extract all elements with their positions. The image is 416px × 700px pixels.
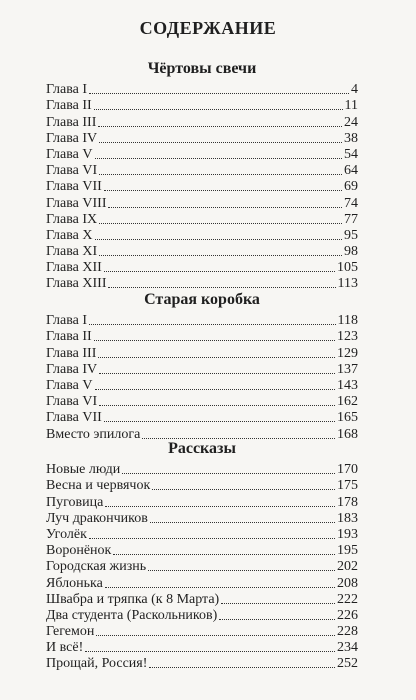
dot-leader — [105, 506, 335, 507]
entry-label: Два студента (Раскольников) — [46, 607, 218, 623]
dot-leader — [152, 489, 335, 490]
toc-entry — [46, 410, 358, 426]
entry-label: Глава II — [46, 98, 92, 114]
entry-page-number: 183 — [337, 510, 358, 526]
entry-label: Гегемон — [46, 624, 95, 640]
entry-page-number: 137 — [337, 361, 358, 377]
toc-entry — [46, 592, 358, 608]
entry-page-number: 143 — [337, 377, 358, 393]
dot-leader — [99, 142, 342, 143]
dot-leader — [96, 635, 335, 636]
dot-leader — [89, 324, 335, 325]
toc-entry — [46, 478, 358, 494]
dot-leader — [142, 438, 335, 439]
dot-leader — [221, 603, 335, 604]
dot-leader — [104, 271, 335, 272]
dot-leader — [108, 287, 335, 288]
dot-leader — [99, 373, 335, 374]
entry-page-number: 113 — [337, 276, 358, 292]
dot-leader — [149, 667, 335, 668]
dot-leader — [95, 389, 336, 390]
entry-label: Глава VII — [46, 410, 102, 426]
entry-page-number: 234 — [337, 640, 358, 656]
toc-entry — [46, 244, 358, 260]
dot-leader — [89, 93, 349, 94]
entry-label: Глава VII — [46, 179, 102, 195]
entry-page-number: 54 — [344, 146, 358, 162]
toc-entry — [46, 82, 358, 98]
toc-entry — [46, 276, 358, 292]
toc-entry — [46, 228, 358, 244]
entry-label: Глава II — [46, 329, 92, 345]
section-chertovy-svechi — [46, 60, 358, 292]
entry-page-number: 95 — [344, 227, 358, 243]
toc-entry — [46, 98, 358, 114]
entry-list — [46, 82, 358, 292]
entry-page-number: 222 — [337, 591, 358, 607]
entry-page-number: 64 — [344, 163, 358, 179]
toc-entry — [46, 362, 358, 378]
entry-label: Уголёк — [46, 526, 87, 542]
entry-label: Глава VI — [46, 394, 98, 410]
dot-leader — [85, 651, 335, 652]
dot-leader — [99, 405, 335, 406]
entry-page-number: 4 — [351, 82, 358, 98]
entry-page-number: 24 — [344, 114, 358, 130]
entry-label: Воронёнок — [46, 543, 112, 559]
dot-leader — [95, 239, 343, 240]
dot-leader — [94, 109, 343, 110]
page-title: СОДЕРЖАНИЕ — [139, 18, 277, 38]
toc-entry — [46, 575, 358, 591]
toc-entry — [46, 527, 358, 543]
dot-leader — [108, 207, 342, 208]
entry-label: Глава X — [46, 227, 93, 243]
dot-leader — [95, 158, 343, 159]
section-title: Рассказы — [168, 440, 236, 457]
dot-leader — [104, 421, 335, 422]
dot-leader — [99, 174, 342, 175]
dot-leader — [219, 619, 335, 620]
entry-page-number: 74 — [344, 195, 358, 211]
entry-label: Весна и червячок — [46, 478, 151, 494]
toc-entry — [46, 543, 358, 559]
entry-page-number: 118 — [337, 313, 358, 329]
toc-entry — [46, 345, 358, 361]
entry-page-number: 105 — [337, 260, 358, 276]
dot-leader — [104, 190, 342, 191]
section-title: Чёртовы свечи — [147, 60, 257, 77]
dot-leader — [122, 473, 335, 474]
entry-label: Пуговица — [46, 494, 104, 510]
dot-leader — [150, 522, 335, 523]
entry-label: Вместо эпилога — [46, 426, 141, 442]
entry-page-number: 129 — [337, 345, 358, 361]
dot-leader — [99, 255, 342, 256]
dot-leader — [113, 554, 335, 555]
toc-entry — [46, 179, 358, 195]
entry-label: Прощай, Россия! — [46, 656, 148, 672]
entry-list — [46, 462, 358, 672]
entry-page-number: 162 — [337, 394, 358, 410]
entry-label: Новые люди — [46, 462, 121, 478]
dot-leader — [98, 357, 335, 358]
entry-page-number: 170 — [337, 462, 358, 478]
entry-label: Швабра и тряпка (к 8 Марта) — [46, 591, 220, 607]
entry-label: Глава IV — [46, 361, 98, 377]
toc-entry — [46, 131, 358, 147]
dot-leader — [105, 587, 335, 588]
entry-label: Глава III — [46, 114, 97, 130]
toc-entry — [46, 195, 358, 211]
entry-page-number: 123 — [337, 329, 358, 345]
toc-entry — [46, 329, 358, 345]
entry-page-number: 195 — [337, 543, 358, 559]
entry-label: Глава VIII — [46, 195, 107, 211]
toc-entry — [46, 378, 358, 394]
toc-entry — [46, 656, 358, 672]
toc-entry — [46, 462, 358, 478]
entry-page-number: 226 — [337, 607, 358, 623]
dot-leader — [89, 538, 335, 539]
toc-entry — [46, 494, 358, 510]
section-title: Старая коробка — [144, 291, 260, 308]
entry-label: Яблонька — [46, 575, 103, 591]
entry-label: Глава I — [46, 82, 88, 98]
dot-leader — [99, 223, 342, 224]
toc-entry — [46, 260, 358, 276]
entry-label: Глава III — [46, 345, 97, 361]
entry-page-number: 168 — [337, 426, 358, 442]
entry-page-number: 193 — [337, 526, 358, 542]
toc-entry — [46, 394, 358, 410]
entry-page-number: 178 — [337, 494, 358, 510]
section-rasskazy — [46, 440, 358, 672]
toc-entry — [46, 313, 358, 329]
entry-label: Глава V — [46, 377, 93, 393]
entry-label: Глава XIII — [46, 276, 107, 292]
entry-page-number: 69 — [344, 179, 358, 195]
dot-leader — [98, 126, 342, 127]
toc-entry — [46, 114, 358, 130]
entry-page-number: 175 — [337, 478, 358, 494]
toc-entry — [46, 147, 358, 163]
toc-entry — [46, 511, 358, 527]
entry-page-number: 98 — [344, 244, 358, 260]
section-staraya-korobka — [46, 291, 358, 443]
dot-leader — [148, 570, 335, 571]
entry-list — [46, 313, 358, 443]
entry-label: Луч дракончиков — [46, 510, 148, 526]
entry-label: Глава VI — [46, 163, 98, 179]
toc-entry — [46, 624, 358, 640]
entry-label: И всё! — [46, 640, 84, 656]
toc-entry — [46, 640, 358, 656]
toc-entry — [46, 212, 358, 228]
entry-page-number: 228 — [337, 624, 358, 640]
entry-label: Глава V — [46, 146, 93, 162]
entry-page-number: 77 — [344, 211, 358, 227]
entry-label: Глава XII — [46, 260, 102, 276]
toc-entry — [46, 163, 358, 179]
entry-page-number: 11 — [344, 98, 358, 114]
entry-page-number: 165 — [337, 410, 358, 426]
entry-page-number: 208 — [337, 575, 358, 591]
entry-page-number: 252 — [337, 656, 358, 672]
entry-page-number: 202 — [337, 559, 358, 575]
toc-entry — [46, 608, 358, 624]
entry-label: Глава IX — [46, 211, 98, 227]
toc-entry — [46, 559, 358, 575]
entry-label: Глава IV — [46, 130, 98, 146]
entry-label: Глава I — [46, 313, 88, 329]
entry-label: Глава XI — [46, 244, 98, 260]
entry-page-number: 38 — [344, 130, 358, 146]
entry-label: Городская жизнь — [46, 559, 147, 575]
dot-leader — [94, 340, 335, 341]
